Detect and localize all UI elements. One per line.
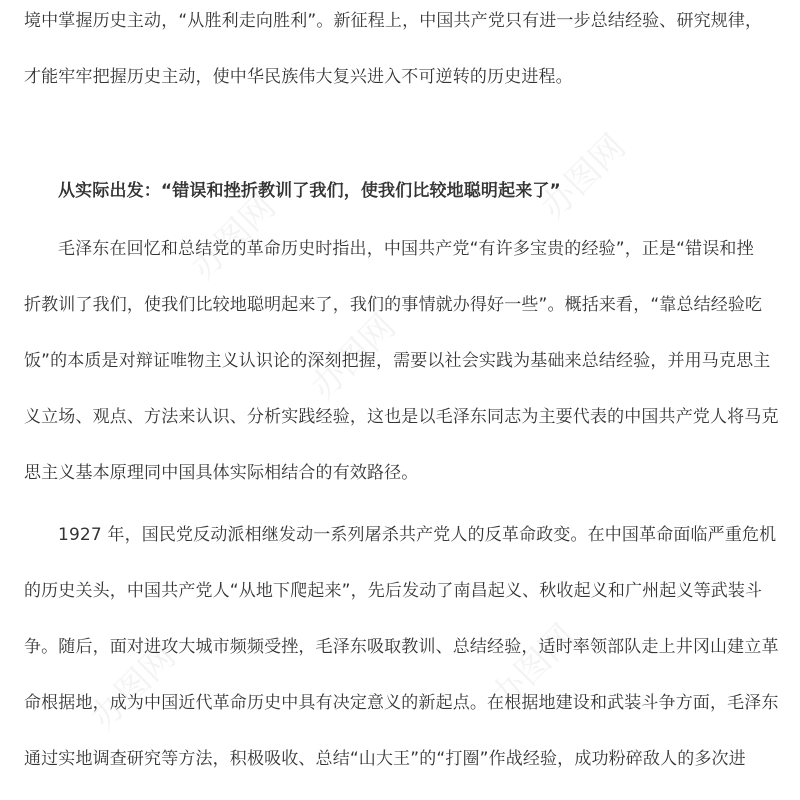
paragraph-line: 义立场、观点、方法来认识、分析实践经验，这也是以毛泽东同志为主要代表的中国共产党人将马克: [24, 407, 779, 427]
paragraph-line: 命根据地，成为中国近代革命历史中具有决定意义的新起点。在根据地建设和武装斗争方面，毛泽东: [24, 693, 779, 713]
paragraph-line: 通过实地调查研究等方法，积极吸收、总结“山大王”的“打圈”作战经验，成功粉碎敌人的多次进: [24, 749, 746, 769]
paragraph-line: 境中掌握历史主动，“从胜利走向胜利”。新征程上，中国共产党只有进一步总结经验、研究规律，: [24, 11, 763, 31]
paragraph-line: 毛泽东在回忆和总结党的革命历史时指出，中国共产党“有许多宝贵的经验”，正是“错误和挫: [58, 239, 754, 259]
paragraph-line: 思主义基本原理同中国具体实际相结合的有效路径。: [24, 463, 419, 483]
watermark: 办图网: [483, 616, 584, 718]
watermark: 办图网: [183, 186, 284, 288]
paragraph-line: 的历史关头，中国共产党人“从地下爬起来”，先后发动了南昌起义、秋收起义和广州起义等武装斗: [24, 581, 763, 601]
watermark: 办图网: [303, 306, 404, 408]
paragraph-line: 争。随后，面对进攻大城市频频受挫，毛泽东吸取教训、总结经验，适时率领部队走上井冈山建立革: [24, 637, 779, 657]
watermark: 办图网: [533, 126, 634, 228]
paragraph-line: 折教训了我们，使我们比较地聪明起来了，我们的事情就办得好一些”。概括来看，“靠总结经验吃: [24, 295, 763, 315]
paragraph-line: 饭”的本质是对辩证唯物主义认识论的深刻把握，需要以社会实践为基础来总结经验，并用马克思主: [24, 351, 771, 371]
section-heading: 从实际出发：“错误和挫折教训了我们，使我们比较地聪明起来了”: [58, 181, 561, 201]
watermark: 办图网: [83, 636, 184, 738]
paragraph-line: 才能牢牢把握历史主动，使中华民族伟大复兴进入不可逆转的历史进程。: [24, 67, 573, 87]
paragraph-line: 1927 年，国民党反动派相继发动一系列屠杀共产党人的反革命政变。在中国革命面临严重危机: [58, 525, 777, 545]
